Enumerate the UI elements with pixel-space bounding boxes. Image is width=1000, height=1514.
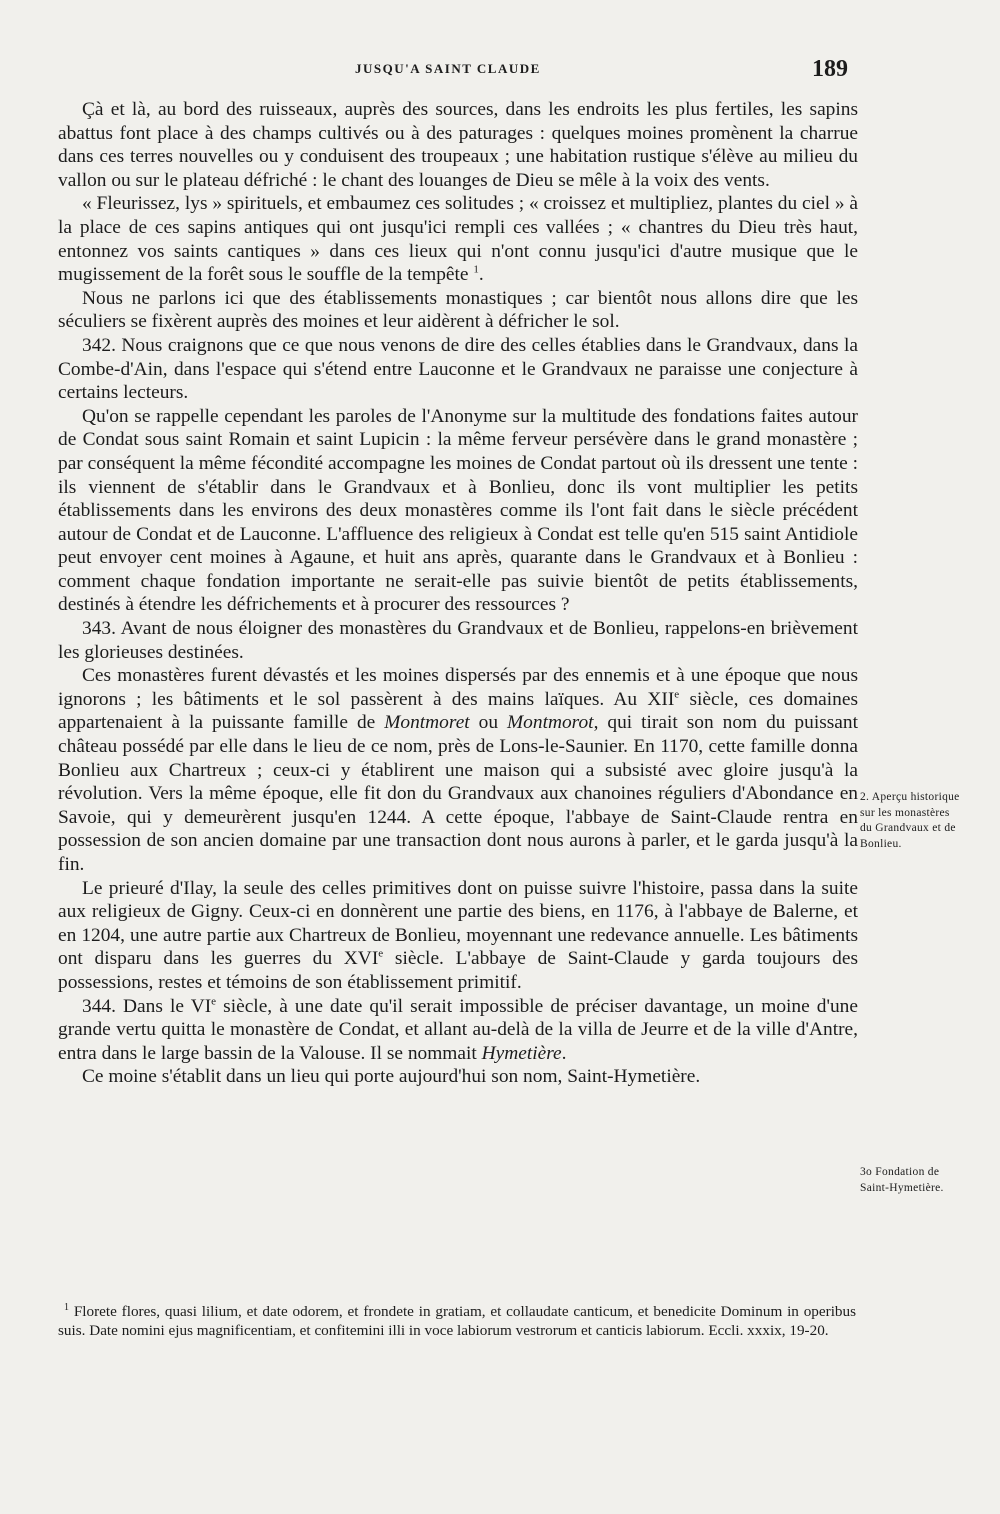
paragraph-8-part: Le prieuré d'Ilay, la seule des celles primitives dont on puisse suivre l'histoire, passa dans la suite aux religieux de Gigny. Ceux-ci en donnèrent une partie des biens, en 1176, à l'abbaye de Balerne, et en 1204, une autre partie aux Chartreux de Bonlieu, moyennant une redevance annuelle. Les bâtiments ont disparu dans les guerres du XVI [58, 877, 858, 970]
paragraph-344-part: . [561, 1042, 567, 1064]
superscript: e [211, 995, 217, 1008]
paragraph-344-part: siècle, à une date qu'il serait impossible de préciser davantage, un moine d'une grande vertu quitta le monastère de Condat, et allant au-delà de la villa de Jeurre et de la ville d'Antre, entra dans le large bassin de la Valouse. Il se nommait [58, 995, 858, 1064]
paragraph-2 [58, 192, 858, 286]
page-number: 189 [812, 56, 848, 82]
paragraph-10: Ce moine s'établit dans un lieu qui porte aujourd'hui son nom, Saint-Hymetière. [82, 1066, 701, 1088]
paragraph-7 [58, 664, 858, 876]
italic-name: Hymetière [481, 1042, 562, 1064]
paragraph-344-part: 344. Dans le VI [82, 995, 212, 1017]
margin-note-apercu: 2. Aperçu historique sur les monastères du Grandvaux et de Bonlieu. [860, 791, 960, 850]
paragraph-8 [58, 877, 858, 995]
paragraph-1: Çà et là, au bord des ruisseaux, auprès des sources, dans les endroits les plus fertiles, les sapins abattus font place à des champs cultivés ou à des paturages : quelques moines promènent la charrue dans ces terres nouvelles ou y conduisent des troupeaux ; une habitation rustique s'élève au milieu du vallon ou sur le plateau défriché : le chant des louanges de Dieu se mêle à la voix des vents. [58, 99, 858, 191]
paragraph-342: 342. Nous craignons que ce que nous venons de dire des celles établies dans le Grandvaux, dans la Combe-d'Ain, dans l'espace qui s'étend entre Lauconne et le Grandvaux ne paraisse une conjecture à certains lecteurs. [58, 334, 858, 404]
footnote-mark: 1 [64, 1301, 69, 1313]
paragraph-2-end: . [478, 264, 484, 286]
paragraph-5: Qu'on se rappelle cependant les paroles de l'Anonyme sur la multitude des fondations faites autour de Condat sous saint Romain et saint Lupicin : la même ferveur persévère dans le grand monastère ; par conséquent la même fécondité accompagne les moines de Condat partout où ils dressent une tente : ils viennent de s'établir dans le Grandvaux et à Bonlieu, donc ils vont multiplier les petits établissements dans les environs des deux monastères comme ils l'ont fait dans le siècle précédent autour de Condat et de Lauconne. L'affluence des religieux à Condat est telle qu'en 515 saint Antidiole peut envoyer cent moines à Agaune, et huit ans après, quarante dans le Grandvaux et à Bonlieu : comment chaque fondation importante ne serait-elle pas suivie bientôt de petits établissements, destinés à étendre les défrichements et à procurer des ressources ? [58, 405, 858, 616]
paragraph-7-part: Ces monastères furent dévastés et les moines dispersés par des ennemis et à une époque que nous ignorons ; les bâtiments et le sol passèrent à des mains laïques. Au XII [58, 665, 858, 710]
italic-name: Montmorot [507, 712, 594, 734]
paragraph-8-part: siècle. L'abbaye de Saint-Claude y garda toujours des possessions, restes et témoins de son établissement primitif. [58, 948, 858, 993]
footnote-text: Florete flores, quasi lilium, et date odorem, et frondete in gratiam, et collaudate canticum, et benedicite Dominum in operibus suis. Date nomini ejus magnificentiam, et confitemini illi in voce labiorum vestrorum et canticis labiorum. Eccli. xxxix, 19-20. [58, 1303, 857, 1339]
paragraph-7-part: , qui tirait son nom du puissant château possédé par elle dans le lieu de ce nom, près de Lons-le-Saunier. En 1170, cette famille donna Bonlieu aux Chartreux ; ceux-ci y établirent une maison qui a subsisté avec gloire jusqu'à la révolution. Vers la même époque, elle fit don du Grandvaux aux chanoines réguliers d'Abondance en Savoie, qui y demeurèrent jusqu'en 1244. A cette époque, l'abbaye de Saint-Claude rentra en possession de son ancien domaine par une transaction dont nous aurons à parler, et le garda jusqu'à la fin. [58, 712, 858, 875]
footnote-area [58, 1302, 856, 1340]
footnote-reference: 1 [473, 263, 479, 276]
italic-name: Montmoret [384, 712, 470, 734]
paragraph-7-part: ou [469, 712, 508, 734]
superscript: e [378, 947, 384, 960]
footnote [58, 1302, 856, 1340]
paragraph-343: 343. Avant de nous éloigner des monastères du Grandvaux et de Bonlieu, rappelons-en brièvement les glorieuses destinées. [58, 618, 858, 663]
superscript: e [674, 688, 680, 701]
paragraph-7-part: siècle, ces domaines appartenaient à la puissante famille de [58, 688, 858, 734]
running-title: JUSQU'A SAINT CLAUDE [355, 61, 541, 76]
margin-note-fondation: 3o Fondation de Saint-Hymetière. [860, 1166, 944, 1194]
paragraph-3: Nous ne parlons ici que des établissements monastiques ; car bientôt nous allons dire que les séculiers se fixèrent auprès des moines et leur aidèrent à défricher le sol. [58, 287, 858, 333]
main-text [58, 98, 858, 1089]
paragraph-344 [58, 995, 858, 1066]
paragraph-2-text: « Fleurissez, lys » spirituels, et embaumez ces solitudes ; « croissez et multipliez, plantes du ciel » à la place de ces sapins antiques qui ont jusqu'ici rempli ces vallées ; « chantres du Dieu très haut, entonnez vos saints cantiques » dans ces lieux qui n'ont connu jusqu'ici d'autre musique que le mugissement de la forêt sous le souffle de la tempête [58, 193, 858, 286]
